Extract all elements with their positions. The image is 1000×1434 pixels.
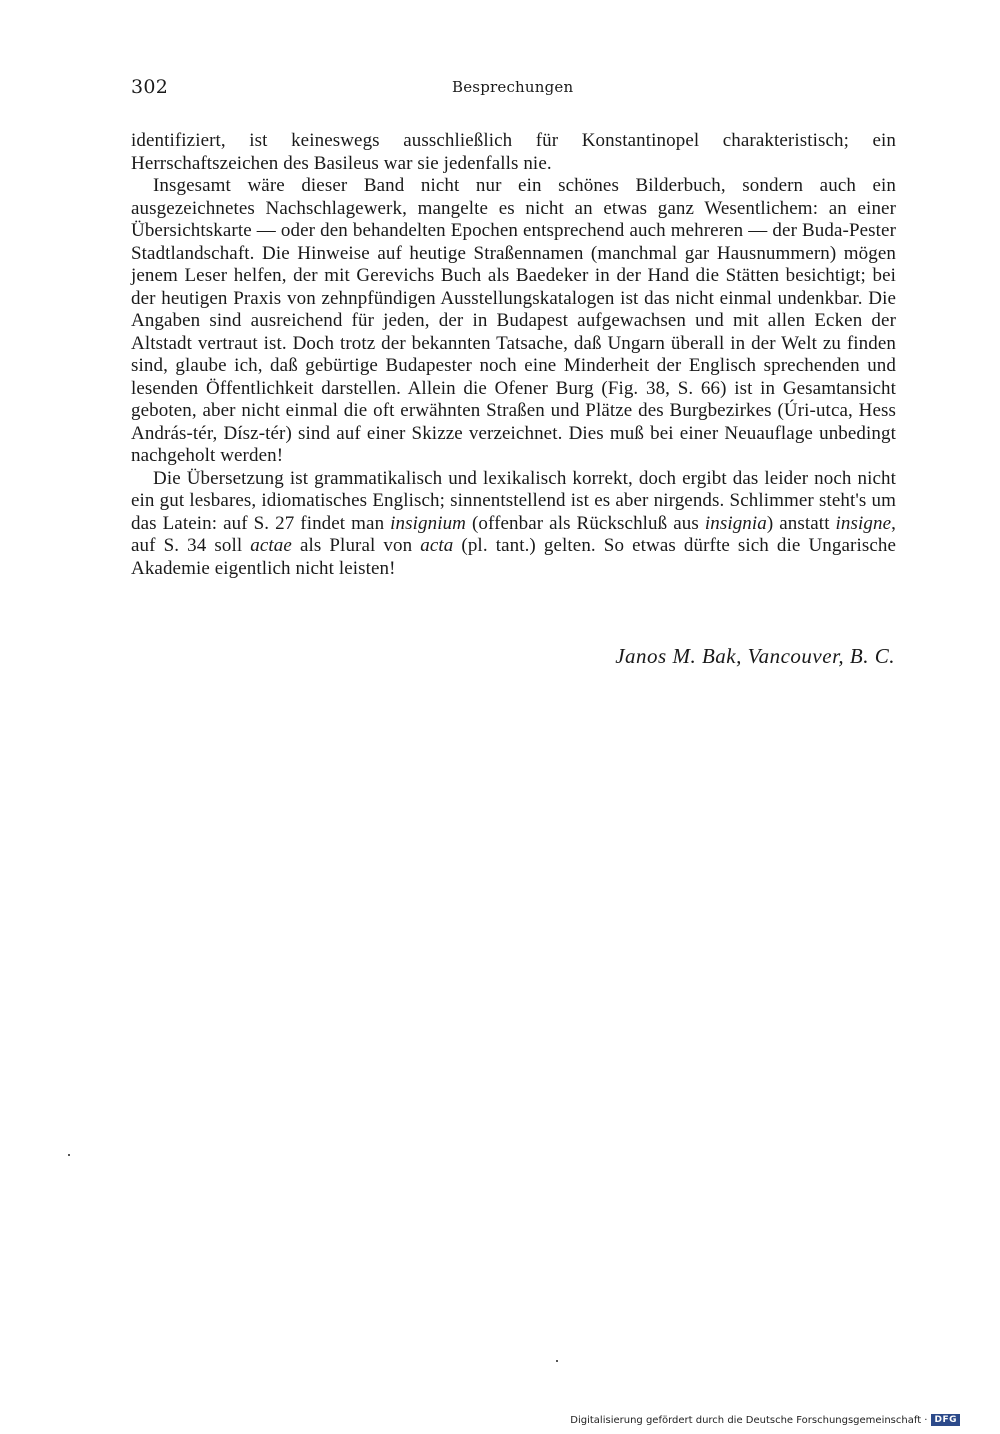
paragraph-3: [131, 468, 896, 581]
scan-speck: [68, 1154, 70, 1156]
term-insignium: insignium: [390, 512, 466, 534]
p3-text-b: (offenbar als Rückschluß aus: [466, 512, 705, 534]
paragraph-2: Insgesamt wäre dieser Band nicht nur ein schönes Bilderbuch, sondern auch ein ausgezeichnetes Nachschlagewerk, mangelte es nicht an etwas ganz Wesentlichem: an einer Übersichtskarte — oder den behandelten Epochen entsprechend auch mehreren — der Buda-Pester Stadtlandschaft. Die Hinweise auf heutige Straßennamen (manchmal gar Hausnummern) mögen jenem Leser helfen, der mit Gerevichs Buch als Baedeker in der Hand die Stätten besichtigt; bei der heutigen Praxis von zehnpfündigen Ausstellungskatalogen ist das nicht einmal undenkbar. Die Angaben sind ausreichend für jeden, der in Budapest aufgewachsen und mit allen Ecken der Altstadt vertraut ist. Doch trotz der bekannten Tatsache, daß Ungarn überall in der Welt zu finden sind, glaube ich, daß gebürtige Budapester noch eine Minderheit der Englisch sprechenden und lesenden Öffentlichkeit darstellen. Allein die Ofener Burg (Fig. 38, S. 66) ist in Gesamtansicht geboten, aber nicht einmal die oft erwähnten Straßen und Plätze des Burgbezirkes (Úri-utca, Hess András-tér, Dísz-tér) sind auf einer Skizze verzeichnet. Dies muß bei einer Neuauflage unbedingt nachgeholt werden!: [131, 175, 896, 466]
p3-text-a: Die Übersetzung ist grammatikalisch und lexikalisch korrekt, doch ergibt das leider noch nicht ein gut lesbares, idiomatisches Englisch; sinnentstellend ist es aber nirgends. Schlimmer steht's um das Latein: auf S. 27 findet man: [131, 467, 896, 534]
dfg-logo: DFG: [931, 1414, 960, 1426]
p3-text-f: (pl. tant.) gelten. So etwas dürfte sich die Ungarische Akademie eigentlich nicht leisten!: [131, 535, 897, 579]
running-head: Besprechungen: [452, 78, 574, 96]
scan-speck: [556, 1360, 558, 1362]
review-body: [131, 130, 896, 580]
paragraph-1: identifiziert, ist keineswegs ausschließlich für Konstantinopel charakteristisch; ein Herrschaftszeichen des Basileus war sie jedenfalls nie.: [131, 130, 896, 174]
term-actae: actae: [250, 535, 292, 556]
page-number: 302: [131, 76, 169, 98]
p3-text-d: , auf S. 34 soll: [131, 512, 896, 556]
term-acta: acta: [420, 535, 454, 556]
footer-text: Digitalisierung gefördert durch die Deutsche Forschungsgemeinschaft ·: [570, 1414, 928, 1426]
p3-text-e: als Plural von: [291, 535, 421, 556]
reviewer-signature: Janos M. Bak, Vancouver, B. C.: [615, 644, 895, 668]
digitization-footer: [570, 1414, 960, 1426]
term-insignia: insignia: [704, 512, 767, 534]
p3-text-c: ) anstatt: [766, 512, 836, 534]
term-insigne: insigne: [835, 512, 892, 534]
